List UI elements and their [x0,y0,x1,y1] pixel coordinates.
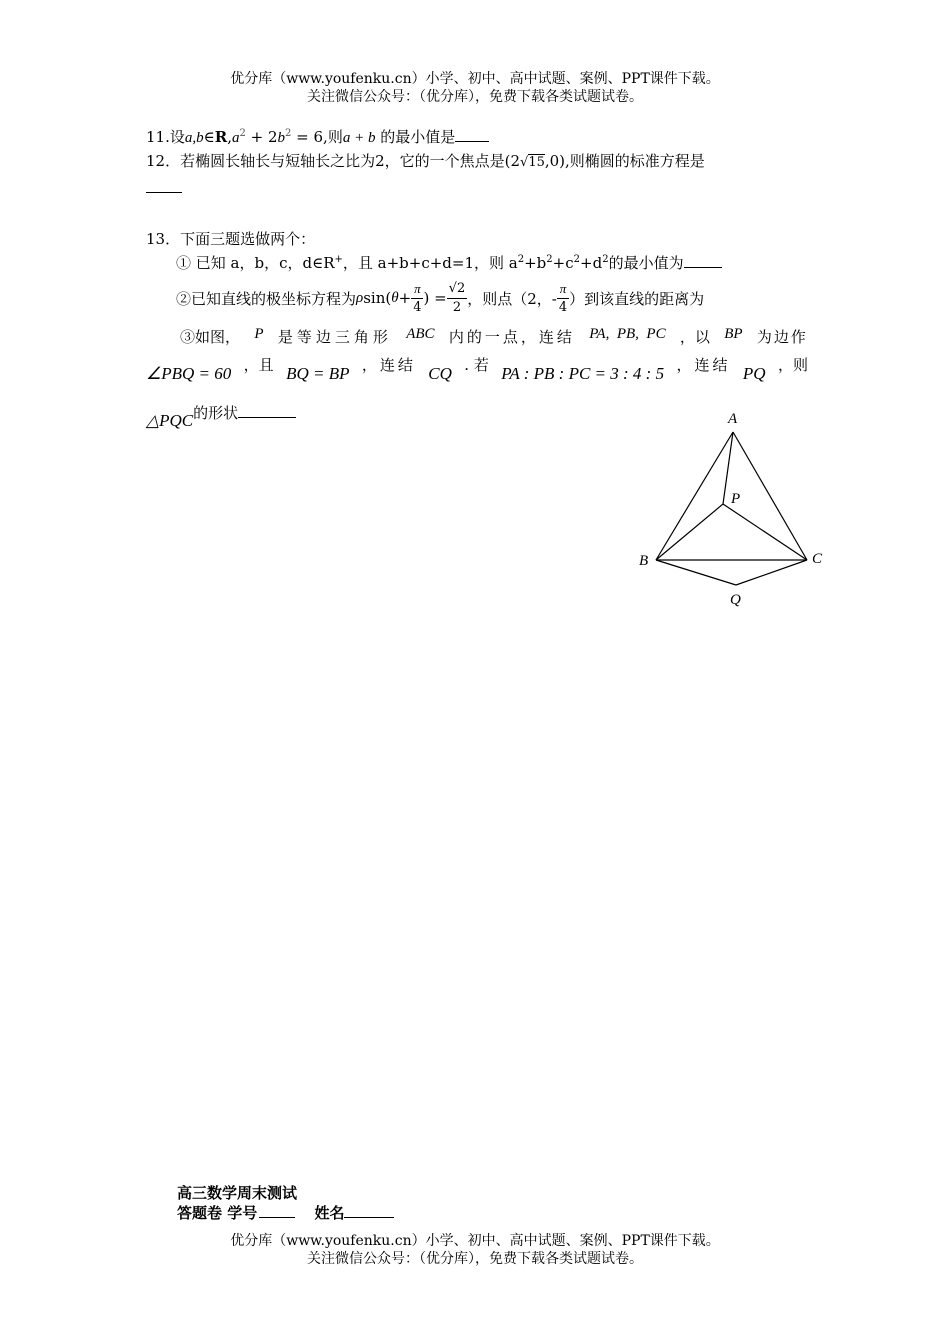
q12-text-b: ,0),则椭圆的标准方程是 [544,152,705,170]
q13-p3-k: 的形状 [193,404,239,422]
q13-p2-sqrt2: √2 [447,280,468,299]
q11-exp-a: 2 [239,128,246,139]
q13-p3-d: ，以 [679,328,710,346]
q11-exp-b: 2 [285,128,292,139]
q11-b: b [277,130,286,146]
edge-AB [656,432,733,560]
q12-answer-blank [146,178,182,193]
q13-p2-frac-pi-4-b [557,280,569,317]
q13-intro: 13．下面三题选做两个： [146,230,316,248]
q13-p1-b: ，且 a+b+c+d=1，则 a [342,254,518,272]
q13-p2-b: ，则点（2，- [467,289,557,308]
q13-part-2 [176,276,704,320]
q13-p3-i: ，连结 [676,356,731,374]
q13-p3-PQ: PQ [742,364,766,383]
label-C: C [812,551,823,567]
q12-sqrt-value: 15 [528,155,545,170]
q13-p1-sup2d: 2 [602,254,609,265]
label-Q: Q [730,592,741,608]
q13-p2-sin: sin( [363,289,392,307]
q11-vars: a,b [184,130,204,146]
header-line-2: 关注微信公众号：（优分库），免费下载各类试题试卷。 [307,89,643,105]
q13-p2-frac-pi-4 [411,280,423,317]
answer-title: 高三数学周末测试 [177,1184,298,1202]
q13-part-3-line-3 [146,402,296,432]
q13-p3-ratio: PA : PB : PC = 3 : 4 : 5 [501,364,665,383]
q11-suffix: 的最小值是 [380,128,456,146]
q11-in: ∈ [203,128,215,146]
label-P: P [731,491,741,507]
q13-p3-P: P [254,326,264,342]
q13-part-3-line-1 [180,326,808,347]
question-12 [146,150,705,171]
footer-line-1: 优分库（www.youfenku.cn）小学、初中、高中试题、案例、PPT课件下载。 [230,1233,720,1249]
segment-BQ [656,560,736,585]
student-id-blank [259,1203,295,1218]
q11-prefix: 11.设 [146,128,185,146]
q13-p1-sup2c: 2 [573,254,581,265]
label-A: A [728,411,738,427]
q13-p3-a: ③如图， [180,328,241,346]
q11-comma: , [227,128,232,146]
edge-AC [733,432,807,560]
q13-p2-four: 4 [413,299,422,315]
q13-p2-pi2: π [557,280,569,299]
q13-p1-e: +d [580,254,603,272]
q13-p1-f: 的最小值为 [608,254,684,272]
q13-p3-eq: BQ = BP [286,364,350,383]
label-B: B [639,553,649,569]
q13-p1-sup2a: 2 [517,254,525,265]
q13-p3-answer-blank [238,403,296,418]
q13-p3-j: ，则 [777,356,808,374]
q13-p3-CQ: CQ [428,364,452,383]
q13-p3-angle: ∠PBQ = 60 [146,364,232,383]
q13-part-3-line-2 [146,354,808,384]
q12-sqrt: √15 [520,155,545,170]
q11-then: 则 [327,128,343,146]
q13-p2-theta: θ [391,289,399,306]
q13-p2-c: ）到该直线的距离为 [569,289,705,308]
q11-eq: = 6, [296,128,328,146]
segment-PC [723,504,807,560]
q11-set: R [214,128,228,146]
q13-p1-sup-plus: + [334,254,343,265]
q13-part-1 [176,252,722,273]
q11-sum: a + b [342,130,376,146]
answer-sheet-line [177,1202,394,1223]
q13-p3-e: 为边作 [756,328,808,346]
q13-p3-segs: PA, PB, PC [589,326,666,342]
q13-p2-plus: + [398,289,412,307]
header-line-1: 优分库（www.youfenku.cn）小学、初中、高中试题、案例、PPT课件下载。 [230,71,720,87]
triangle-figure [620,400,840,615]
q13-p2-close: ) = [423,289,447,307]
footer-line-2: 关注微信公众号：（优分库），免费下载各类试题试卷。 [307,1251,643,1267]
q11-plus: + 2 [250,128,278,146]
q13-p2-frac-sqrt2-2 [447,280,468,317]
q13-p3-BP: BP [724,326,743,342]
q13-p2-a: ②已知直线的极坐标方程为 [176,289,357,308]
q13-p1-a: ① 已知 a，b，c，d∈R [176,254,335,272]
name-label: 姓名 [314,1204,345,1222]
q13-p3-c: 内的一点，连结 [448,328,575,346]
q13-p3-b: 是等边三角形 [277,328,392,346]
q13-p1-c: +b [524,254,547,272]
q11-a: a [231,130,240,146]
q11-answer-blank [455,127,489,142]
q12-answer-blank-line [146,178,182,197]
q12-text-a: 12．若椭圆长轴长与短轴长之比为2，它的一个焦点是(2 [146,152,521,170]
q13-p3-g: ，连结 [361,356,416,374]
answer-sheet-label: 答题卷 学号 [177,1204,258,1222]
question-11 [146,126,489,147]
q13-p3-ABC: ABC [406,326,435,342]
q13-p3-f: ，且 [243,356,274,374]
q13-p3-tri: △PQC [146,411,194,430]
q13-p1-answer-blank [684,253,722,268]
q13-p2-two: 2 [452,299,462,315]
q13-p2-rho: ρ [356,289,364,306]
segment-CQ [736,560,807,585]
name-blank [344,1203,394,1218]
segment-PB [656,504,723,560]
q13-p2-four2: 4 [558,299,568,315]
q13-p3-h: . 若 [464,356,489,374]
q13-p1-d: +c [552,254,574,272]
q13-p2-pi: π [411,280,423,299]
q13-p1-sup2b: 2 [546,254,553,265]
